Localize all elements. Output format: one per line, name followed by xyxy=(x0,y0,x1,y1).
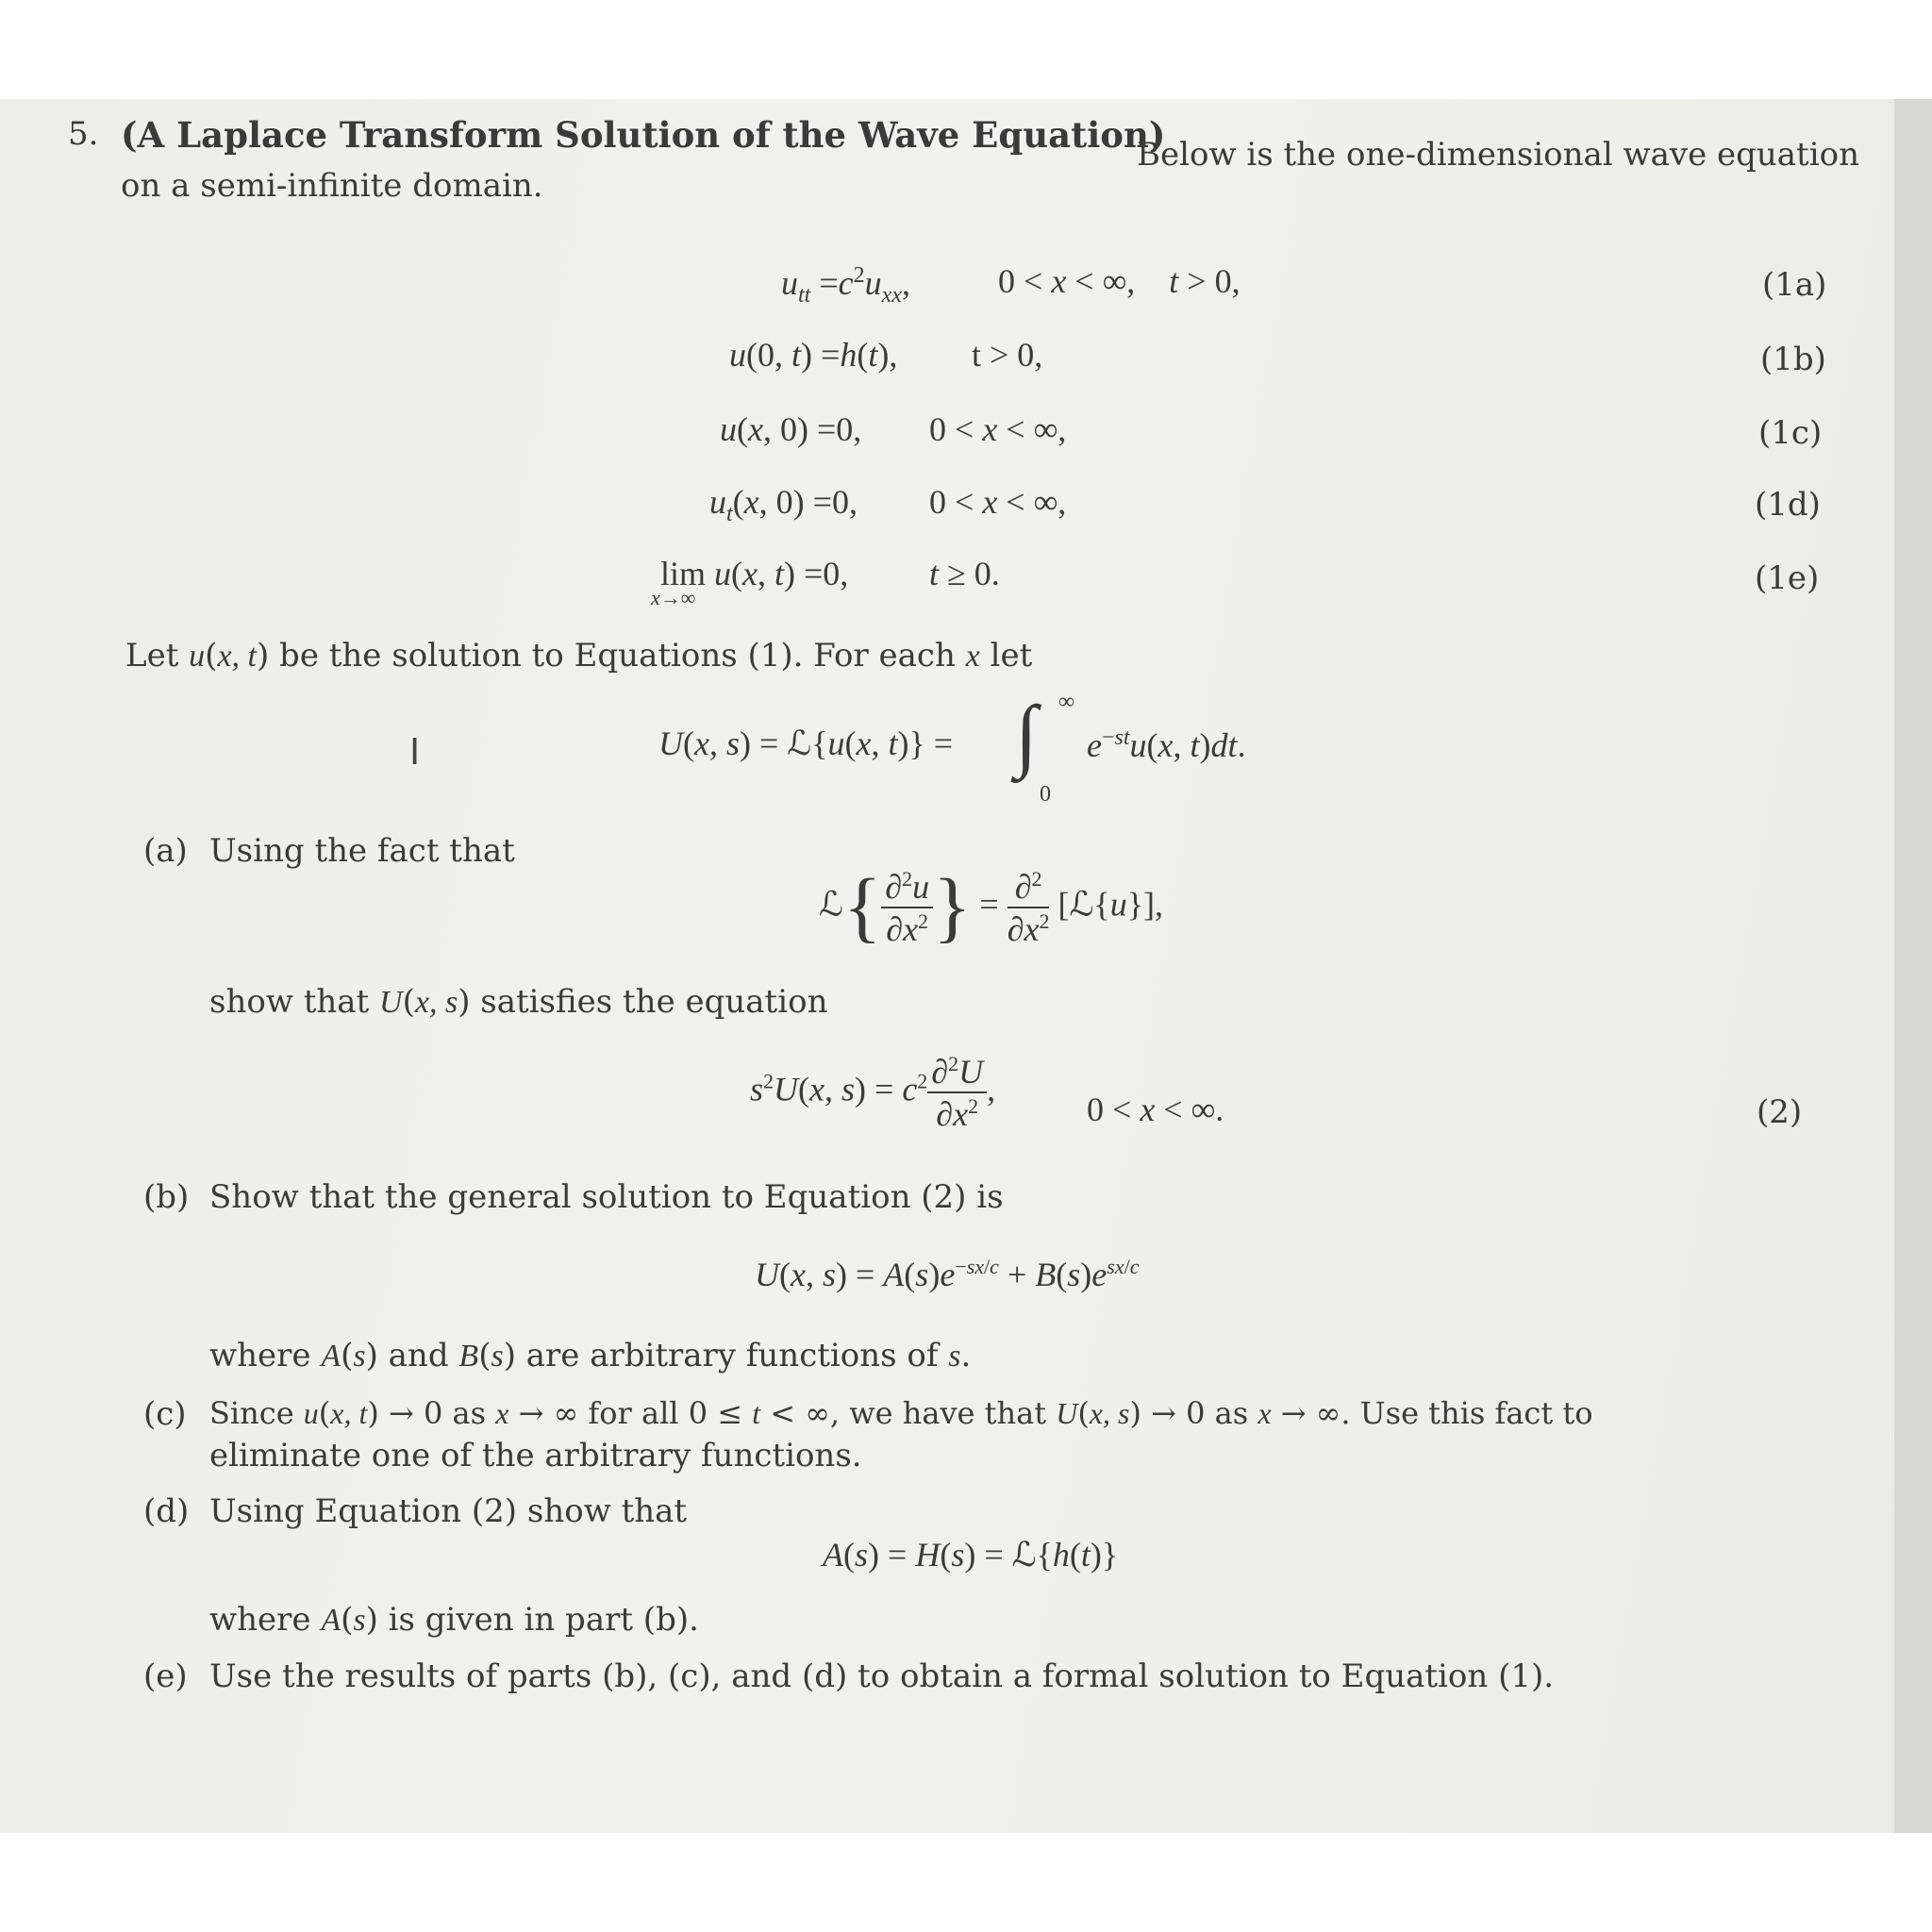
equation-1b: u(0, t) =h(t), xyxy=(729,336,898,374)
equation-1c-condition: 0 < x < ∞, xyxy=(929,410,1067,448)
equation-1e: lim u(x, t) =0, xyxy=(660,555,849,592)
equation-1b-condition: t > 0, xyxy=(972,336,1043,374)
part-b-text: Show that the general solution to Equation (2) is xyxy=(209,1178,1004,1216)
part-a-text: Using the fact that xyxy=(209,832,515,870)
text-cursor-icon: I xyxy=(409,731,421,773)
problem-number: 5. xyxy=(68,115,99,153)
top-margin xyxy=(0,0,1932,99)
equation-1a: $u_{tt} =c^2u_{xx}$, xyxy=(781,263,910,308)
equation-2: $s^2U(x$, $s) = c^2$ $\frac{\partial^2U}{\partial x^2}$ , xyxy=(750,1052,996,1133)
part-d-text2: where A(s) is given in part (b). xyxy=(209,1601,699,1639)
part-b-label: (b) xyxy=(143,1178,190,1216)
part-d-text: Using Equation (2) show that xyxy=(209,1492,688,1530)
transform-definition: U(x, s) = ℒ{u(x, t)} = xyxy=(658,724,954,762)
equation-1e-condition: t ≥ 0. xyxy=(929,555,1000,592)
tag-1b: (1b) xyxy=(1760,341,1826,378)
tag-1a: (1a) xyxy=(1762,266,1827,304)
equation-1d-condition: 0 < x < ∞, xyxy=(929,483,1067,521)
let-statement: Let u(x, t) be the solution to Equations (1). For each x let xyxy=(125,637,1033,675)
problem-intro: Below is the one-dimensional wave equation xyxy=(1137,136,1859,174)
problem-intro-line2: on a semi-infinite domain. xyxy=(121,167,543,205)
part-a-label: (a) xyxy=(143,832,188,870)
part-c-text2: eliminate one of the arbitrary functions. xyxy=(209,1437,862,1474)
part-b-text2: where A(s) and B(s) are arbitrary functions of s. xyxy=(209,1337,972,1374)
equation-2-condition: 0 < x < ∞. xyxy=(1087,1091,1224,1128)
tag-1c: (1c) xyxy=(1758,414,1823,452)
page-edge xyxy=(1894,99,1932,1833)
d-equation: A(s) = H(s) = ℒ{h(t)} xyxy=(823,1536,1119,1574)
part-c-text1: Since u(x, t) → 0 as x → ∞ for all 0 ≤ t < ∞, we have that U(x, s) → 0 as x → ∞. Use this fact to xyxy=(209,1395,1593,1431)
equation-1a-condition: 0 < x < ∞, t > 0, xyxy=(998,262,1241,300)
tag-1e: (1e) xyxy=(1755,559,1820,597)
integral-sign: ∫ xyxy=(1015,689,1038,779)
part-c-label: (c) xyxy=(143,1395,187,1433)
limit-subscript: x→∞ xyxy=(651,586,696,609)
part-e-label: (e) xyxy=(143,1657,188,1695)
tag-2: (2) xyxy=(1757,1093,1803,1131)
general-solution: U(x, $s) = A(s)e^{-sx/c} + B(s)e^{sx/c}$ xyxy=(755,1255,1140,1293)
integral-lower: 0 xyxy=(1040,782,1051,807)
equation-1c: u(x, 0) =0, xyxy=(720,410,862,448)
equation-1d: $u_t(x$, 0) =0, xyxy=(709,483,858,527)
tag-1d: (1d) xyxy=(1755,486,1821,524)
integral-upper: ∞ xyxy=(1058,690,1075,714)
part-d-label: (d) xyxy=(143,1492,190,1530)
fact-equation: ℒ{ $\frac{\partial^2u}{\partial x^2}$ } = $\frac{\partial^2}{\partial x^2}$ [ℒ{u}], xyxy=(819,863,1163,951)
integrand: $e^{-st}u(x$, t)dt. xyxy=(1087,725,1246,764)
problem-title: (A Laplace Transform Solution of the Wave Equation) xyxy=(121,114,1166,156)
part-e-text: Use the results of parts (b), (c), and (d) to obtain a formal solution to Equation (1). xyxy=(209,1657,1555,1695)
bottom-margin xyxy=(0,1833,1932,1932)
part-a-text2: show that U(x, s) satisfies the equation xyxy=(209,983,828,1021)
